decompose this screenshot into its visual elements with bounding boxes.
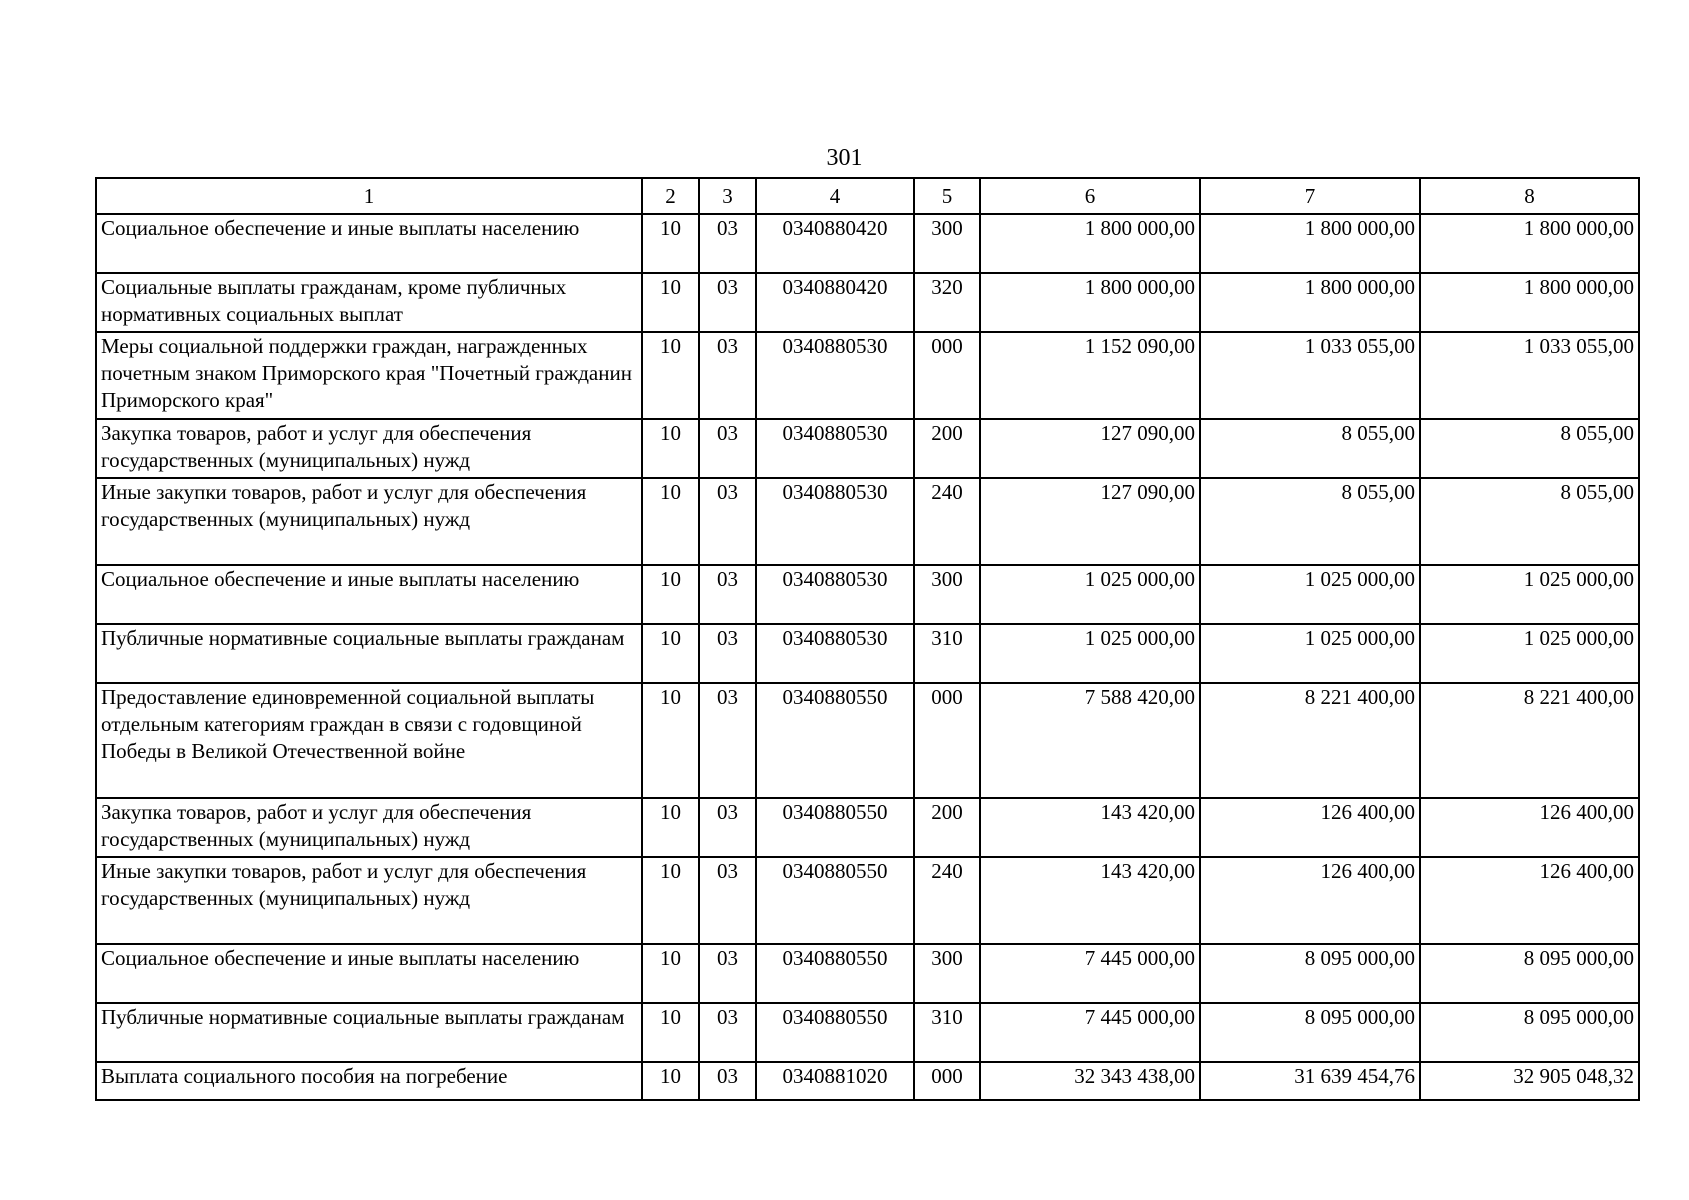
row-name: Иные закупки товаров, работ и услуг для обеспечения государственных (муниципальных) нужд [96, 478, 642, 565]
section-code: 10 [642, 624, 699, 683]
amount-col-8: 32 905 048,32 [1420, 1062, 1639, 1100]
subsection-code: 03 [699, 419, 756, 478]
expense-type-code: 200 [914, 419, 980, 478]
table-row [96, 944, 1639, 1003]
amount-col-7: 126 400,00 [1200, 857, 1420, 944]
table-row [96, 214, 1639, 273]
amount-col-7: 8 221 400,00 [1200, 683, 1420, 798]
row-name: Закупка товаров, работ и услуг для обеспечения государственных (муниципальных) нужд [96, 419, 642, 478]
amount-col-6: 1 800 000,00 [980, 273, 1200, 332]
section-code: 10 [642, 565, 699, 624]
table-row [96, 419, 1639, 478]
amount-col-8: 8 055,00 [1420, 478, 1639, 565]
target-article-code: 0340880550 [756, 683, 914, 798]
amount-col-6: 1 025 000,00 [980, 565, 1200, 624]
amount-col-8: 8 095 000,00 [1420, 1003, 1639, 1062]
section-code: 10 [642, 1062, 699, 1100]
subsection-code: 03 [699, 1003, 756, 1062]
amount-col-6: 7 445 000,00 [980, 1003, 1200, 1062]
amount-col-7: 126 400,00 [1200, 798, 1420, 857]
expense-type-code: 300 [914, 944, 980, 1003]
expense-type-code: 310 [914, 624, 980, 683]
amount-col-6: 127 090,00 [980, 419, 1200, 478]
amount-col-7: 1 033 055,00 [1200, 332, 1420, 419]
table-row [96, 857, 1639, 944]
subsection-code: 03 [699, 332, 756, 419]
table-row [96, 1062, 1639, 1100]
table-row [96, 273, 1639, 332]
row-name: Закупка товаров, работ и услуг для обеспечения государственных (муниципальных) нужд [96, 798, 642, 857]
subsection-code: 03 [699, 857, 756, 944]
table-row [96, 1003, 1639, 1062]
table-row [96, 565, 1639, 624]
amount-col-6: 7 445 000,00 [980, 944, 1200, 1003]
target-article-code: 0340880530 [756, 332, 914, 419]
subsection-code: 03 [699, 683, 756, 798]
subsection-code: 03 [699, 944, 756, 1003]
expense-type-code: 320 [914, 273, 980, 332]
amount-col-8: 126 400,00 [1420, 857, 1639, 944]
table-row [96, 798, 1639, 857]
expense-type-code: 240 [914, 857, 980, 944]
subsection-code: 03 [699, 273, 756, 332]
amount-col-8: 1 025 000,00 [1420, 624, 1639, 683]
amount-col-6: 1 025 000,00 [980, 624, 1200, 683]
amount-col-6: 32 343 438,00 [980, 1062, 1200, 1100]
row-name: Выплата социального пособия на погребение [96, 1062, 642, 1100]
amount-col-8: 8 221 400,00 [1420, 683, 1639, 798]
amount-col-7: 1 800 000,00 [1200, 273, 1420, 332]
amount-col-8: 126 400,00 [1420, 798, 1639, 857]
amount-col-6: 127 090,00 [980, 478, 1200, 565]
row-name: Социальное обеспечение и иные выплаты населению [96, 565, 642, 624]
amount-col-7: 1 025 000,00 [1200, 624, 1420, 683]
target-article-code: 0340880550 [756, 944, 914, 1003]
column-header: 2 [642, 178, 699, 214]
target-article-code: 0340880420 [756, 273, 914, 332]
row-name: Социальное обеспечение и иные выплаты населению [96, 944, 642, 1003]
column-header: 3 [699, 178, 756, 214]
column-header: 4 [756, 178, 914, 214]
section-code: 10 [642, 857, 699, 944]
row-name: Предоставление единовременной социальной выплаты отдельным категориям граждан в связи с годовщиной Победы в Великой Отечественной войне [96, 683, 642, 798]
subsection-code: 03 [699, 798, 756, 857]
column-header: 1 [96, 178, 642, 214]
section-code: 10 [642, 419, 699, 478]
expense-type-code: 000 [914, 1062, 980, 1100]
amount-col-7: 31 639 454,76 [1200, 1062, 1420, 1100]
amount-col-8: 1 800 000,00 [1420, 214, 1639, 273]
row-name: Меры социальной поддержки граждан, награжденных почетным знаком Приморского края "Почетный гражданин Приморского края" [96, 332, 642, 419]
row-name: Социальное обеспечение и иные выплаты населению [96, 214, 642, 273]
section-code: 10 [642, 683, 699, 798]
amount-col-8: 1 800 000,00 [1420, 273, 1639, 332]
amount-col-6: 7 588 420,00 [980, 683, 1200, 798]
table-header-row [96, 178, 1639, 214]
expense-type-code: 300 [914, 565, 980, 624]
target-article-code: 0340880550 [756, 857, 914, 944]
amount-col-8: 1 033 055,00 [1420, 332, 1639, 419]
amount-col-7: 1 025 000,00 [1200, 565, 1420, 624]
amount-col-7: 8 055,00 [1200, 478, 1420, 565]
target-article-code: 0340881020 [756, 1062, 914, 1100]
target-article-code: 0340880530 [756, 478, 914, 565]
amount-col-8: 8 055,00 [1420, 419, 1639, 478]
section-code: 10 [642, 798, 699, 857]
amount-col-6: 143 420,00 [980, 798, 1200, 857]
amount-col-6: 143 420,00 [980, 857, 1200, 944]
section-code: 10 [642, 1003, 699, 1062]
column-header: 6 [980, 178, 1200, 214]
target-article-code: 0340880530 [756, 624, 914, 683]
amount-col-7: 8 055,00 [1200, 419, 1420, 478]
target-article-code: 0340880550 [756, 798, 914, 857]
section-code: 10 [642, 214, 699, 273]
amount-col-7: 8 095 000,00 [1200, 1003, 1420, 1062]
subsection-code: 03 [699, 624, 756, 683]
row-name: Иные закупки товаров, работ и услуг для обеспечения государственных (муниципальных) нужд [96, 857, 642, 944]
target-article-code: 0340880420 [756, 214, 914, 273]
expense-type-code: 000 [914, 332, 980, 419]
budget-table [95, 177, 1640, 1101]
column-header: 5 [914, 178, 980, 214]
page-number: 301 [826, 145, 863, 171]
expense-type-code: 240 [914, 478, 980, 565]
row-name: Публичные нормативные социальные выплаты гражданам [96, 1003, 642, 1062]
amount-col-6: 1 152 090,00 [980, 332, 1200, 419]
section-code: 10 [642, 944, 699, 1003]
section-code: 10 [642, 478, 699, 565]
table-row [96, 683, 1639, 798]
section-code: 10 [642, 273, 699, 332]
expense-type-code: 200 [914, 798, 980, 857]
target-article-code: 0340880550 [756, 1003, 914, 1062]
subsection-code: 03 [699, 214, 756, 273]
column-header: 7 [1200, 178, 1420, 214]
expense-type-code: 000 [914, 683, 980, 798]
amount-col-7: 1 800 000,00 [1200, 214, 1420, 273]
amount-col-8: 1 025 000,00 [1420, 565, 1639, 624]
row-name: Социальные выплаты гражданам, кроме публичных нормативных социальных выплат [96, 273, 642, 332]
table-row [96, 624, 1639, 683]
amount-col-7: 8 095 000,00 [1200, 944, 1420, 1003]
target-article-code: 0340880530 [756, 565, 914, 624]
table-row [96, 478, 1639, 565]
expense-type-code: 300 [914, 214, 980, 273]
subsection-code: 03 [699, 1062, 756, 1100]
column-header: 8 [1420, 178, 1639, 214]
amount-col-8: 8 095 000,00 [1420, 944, 1639, 1003]
amount-col-6: 1 800 000,00 [980, 214, 1200, 273]
table-row [96, 332, 1639, 419]
target-article-code: 0340880530 [756, 419, 914, 478]
section-code: 10 [642, 332, 699, 419]
subsection-code: 03 [699, 565, 756, 624]
row-name: Публичные нормативные социальные выплаты гражданам [96, 624, 642, 683]
subsection-code: 03 [699, 478, 756, 565]
expense-type-code: 310 [914, 1003, 980, 1062]
